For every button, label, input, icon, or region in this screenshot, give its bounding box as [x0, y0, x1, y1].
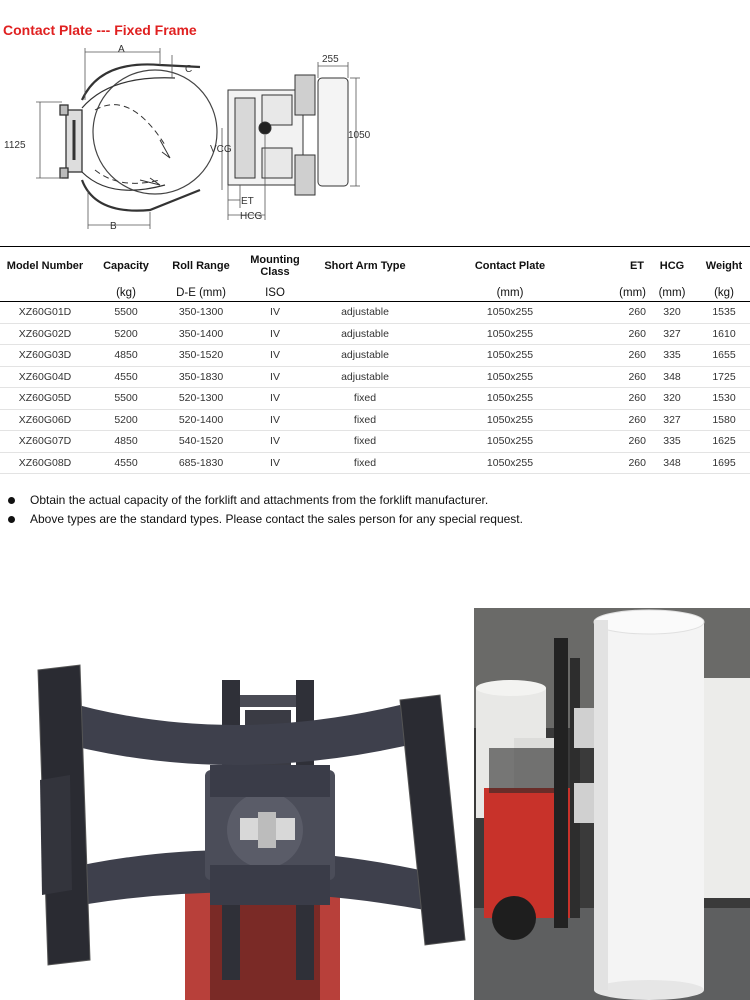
unit-cell: (kg): [698, 284, 750, 302]
cell-plate: 1050x255: [420, 452, 600, 474]
dim-vcg-label: VCG: [210, 144, 232, 155]
cell-mounting: IV: [240, 345, 310, 367]
table-row: [0, 366, 750, 388]
cell-roll-range: 520-1400: [162, 409, 240, 431]
cell-mounting: IV: [240, 431, 310, 453]
unit-cell: (mm): [600, 284, 646, 302]
header-model: Model Number: [6, 259, 84, 272]
cell-hcg: 320: [646, 388, 698, 410]
cell-hcg: 348: [646, 452, 698, 474]
cell-et: 260: [600, 302, 646, 324]
cell-model: XZ60G08D: [0, 452, 90, 474]
header-capacity: Capacity: [103, 259, 149, 272]
cell-roll-range: 350-1520: [162, 345, 240, 367]
header-weight: Weight: [705, 259, 743, 272]
cell-capacity: 5500: [90, 388, 162, 410]
cell-roll-range: 350-1300: [162, 302, 240, 324]
cell-plate: 1050x255: [420, 323, 600, 345]
cell-roll-range: 350-1830: [162, 366, 240, 388]
cell-capacity: 4850: [90, 431, 162, 453]
cell-arm-type: fixed: [310, 431, 420, 453]
cell-weight: 1625: [698, 431, 750, 453]
unit-cell: [0, 284, 90, 302]
cell-weight: 1535: [698, 302, 750, 324]
cell-model: XZ60G03D: [0, 345, 90, 367]
cell-mounting: IV: [240, 302, 310, 324]
dim-255-label: 255: [322, 54, 339, 65]
cell-model: XZ60G07D: [0, 431, 90, 453]
spec-table: [0, 246, 750, 474]
side-view-drawing: [60, 64, 217, 210]
cell-arm-type: fixed: [310, 388, 420, 410]
cell-weight: 1580: [698, 409, 750, 431]
table-row: [0, 409, 750, 431]
cell-hcg: 335: [646, 345, 698, 367]
cell-weight: 1530: [698, 388, 750, 410]
cell-model: XZ60G06D: [0, 409, 90, 431]
cell-hcg: 327: [646, 323, 698, 345]
cell-capacity: 5200: [90, 409, 162, 431]
cell-capacity: 5500: [90, 302, 162, 324]
cell-hcg: 335: [646, 431, 698, 453]
header-hcg: HCG: [659, 259, 685, 272]
cell-arm-type: adjustable: [310, 345, 420, 367]
dim-et-label: ET: [241, 196, 254, 207]
cell-arm-type: fixed: [310, 452, 420, 474]
cell-et: 260: [600, 366, 646, 388]
cell-mounting: IV: [240, 323, 310, 345]
cell-roll-range: 520-1300: [162, 388, 240, 410]
cell-capacity: 4850: [90, 345, 162, 367]
cell-arm-type: adjustable: [310, 366, 420, 388]
unit-cell: (mm): [646, 284, 698, 302]
cell-weight: 1725: [698, 366, 750, 388]
roll-clamp-photo: [0, 640, 470, 1000]
unit-cell: D-E (mm): [162, 284, 240, 302]
note-item: Obtain the actual capacity of the forklift and attachments from the forklift manufacturer.: [8, 491, 738, 510]
units-row: [0, 284, 750, 302]
unit-cell: [310, 284, 420, 302]
cell-plate: 1050x255: [420, 345, 600, 367]
cell-hcg: 327: [646, 409, 698, 431]
cell-model: XZ60G05D: [0, 388, 90, 410]
cell-model: XZ60G02D: [0, 323, 90, 345]
cell-plate: 1050x255: [420, 388, 600, 410]
cell-et: 260: [600, 431, 646, 453]
table-row: [0, 431, 750, 453]
cell-model: XZ60G04D: [0, 366, 90, 388]
table-row: [0, 323, 750, 345]
cell-et: 260: [600, 323, 646, 345]
unit-cell: ISO: [240, 284, 310, 302]
dim-1050-label: 1050: [348, 130, 371, 141]
cell-weight: 1655: [698, 345, 750, 367]
dim-a-label: A: [118, 44, 125, 55]
cell-et: 260: [600, 409, 646, 431]
table-row: [0, 302, 750, 324]
cell-et: 260: [600, 452, 646, 474]
header-et: ET: [629, 259, 644, 272]
cell-weight: 1695: [698, 452, 750, 474]
cell-hcg: 320: [646, 302, 698, 324]
cell-plate: 1050x255: [420, 302, 600, 324]
note-item: Above types are the standard types. Please contact the sales person for any special request.: [8, 510, 738, 529]
cell-roll-range: 350-1400: [162, 323, 240, 345]
dim-c-label: C: [185, 64, 193, 75]
header-short-arm: Short Arm Type: [324, 259, 406, 272]
cell-hcg: 348: [646, 366, 698, 388]
cell-arm-type: adjustable: [310, 323, 420, 345]
table-body: [0, 302, 750, 474]
paper-roll-photo: [474, 608, 750, 1000]
cell-arm-type: adjustable: [310, 302, 420, 324]
cell-capacity: 4550: [90, 366, 162, 388]
page-title: Contact Plate --- Fixed Frame: [3, 22, 197, 38]
cell-et: 260: [600, 345, 646, 367]
header-roll-range: Roll Range: [172, 259, 230, 272]
header-mounting-class: Mounting Class: [250, 253, 300, 278]
dimension-diagram: [0, 40, 380, 240]
unit-cell: (mm): [420, 284, 600, 302]
dim-b-label: B: [110, 221, 117, 232]
cell-roll-range: 685-1830: [162, 452, 240, 474]
notes-list: [8, 491, 738, 529]
unit-cell: (kg): [90, 284, 162, 302]
dim-hcg-label: HCG: [240, 211, 263, 222]
cell-mounting: IV: [240, 409, 310, 431]
cell-capacity: 4550: [90, 452, 162, 474]
cell-arm-type: fixed: [310, 409, 420, 431]
cell-weight: 1610: [698, 323, 750, 345]
header-contact-plate: Contact Plate: [474, 259, 546, 272]
dim-1125-label: 1125: [4, 140, 26, 151]
table-row: [0, 388, 750, 410]
cell-capacity: 5200: [90, 323, 162, 345]
header-row: [0, 247, 750, 285]
cell-plate: 1050x255: [420, 409, 600, 431]
cell-mounting: IV: [240, 366, 310, 388]
cell-plate: 1050x255: [420, 431, 600, 453]
cell-plate: 1050x255: [420, 366, 600, 388]
cell-mounting: IV: [240, 388, 310, 410]
cell-roll-range: 540-1520: [162, 431, 240, 453]
front-view-drawing: [228, 75, 348, 195]
table-row: [0, 452, 750, 474]
cell-et: 260: [600, 388, 646, 410]
cell-model: XZ60G01D: [0, 302, 90, 324]
cell-mounting: IV: [240, 452, 310, 474]
table-row: [0, 345, 750, 367]
